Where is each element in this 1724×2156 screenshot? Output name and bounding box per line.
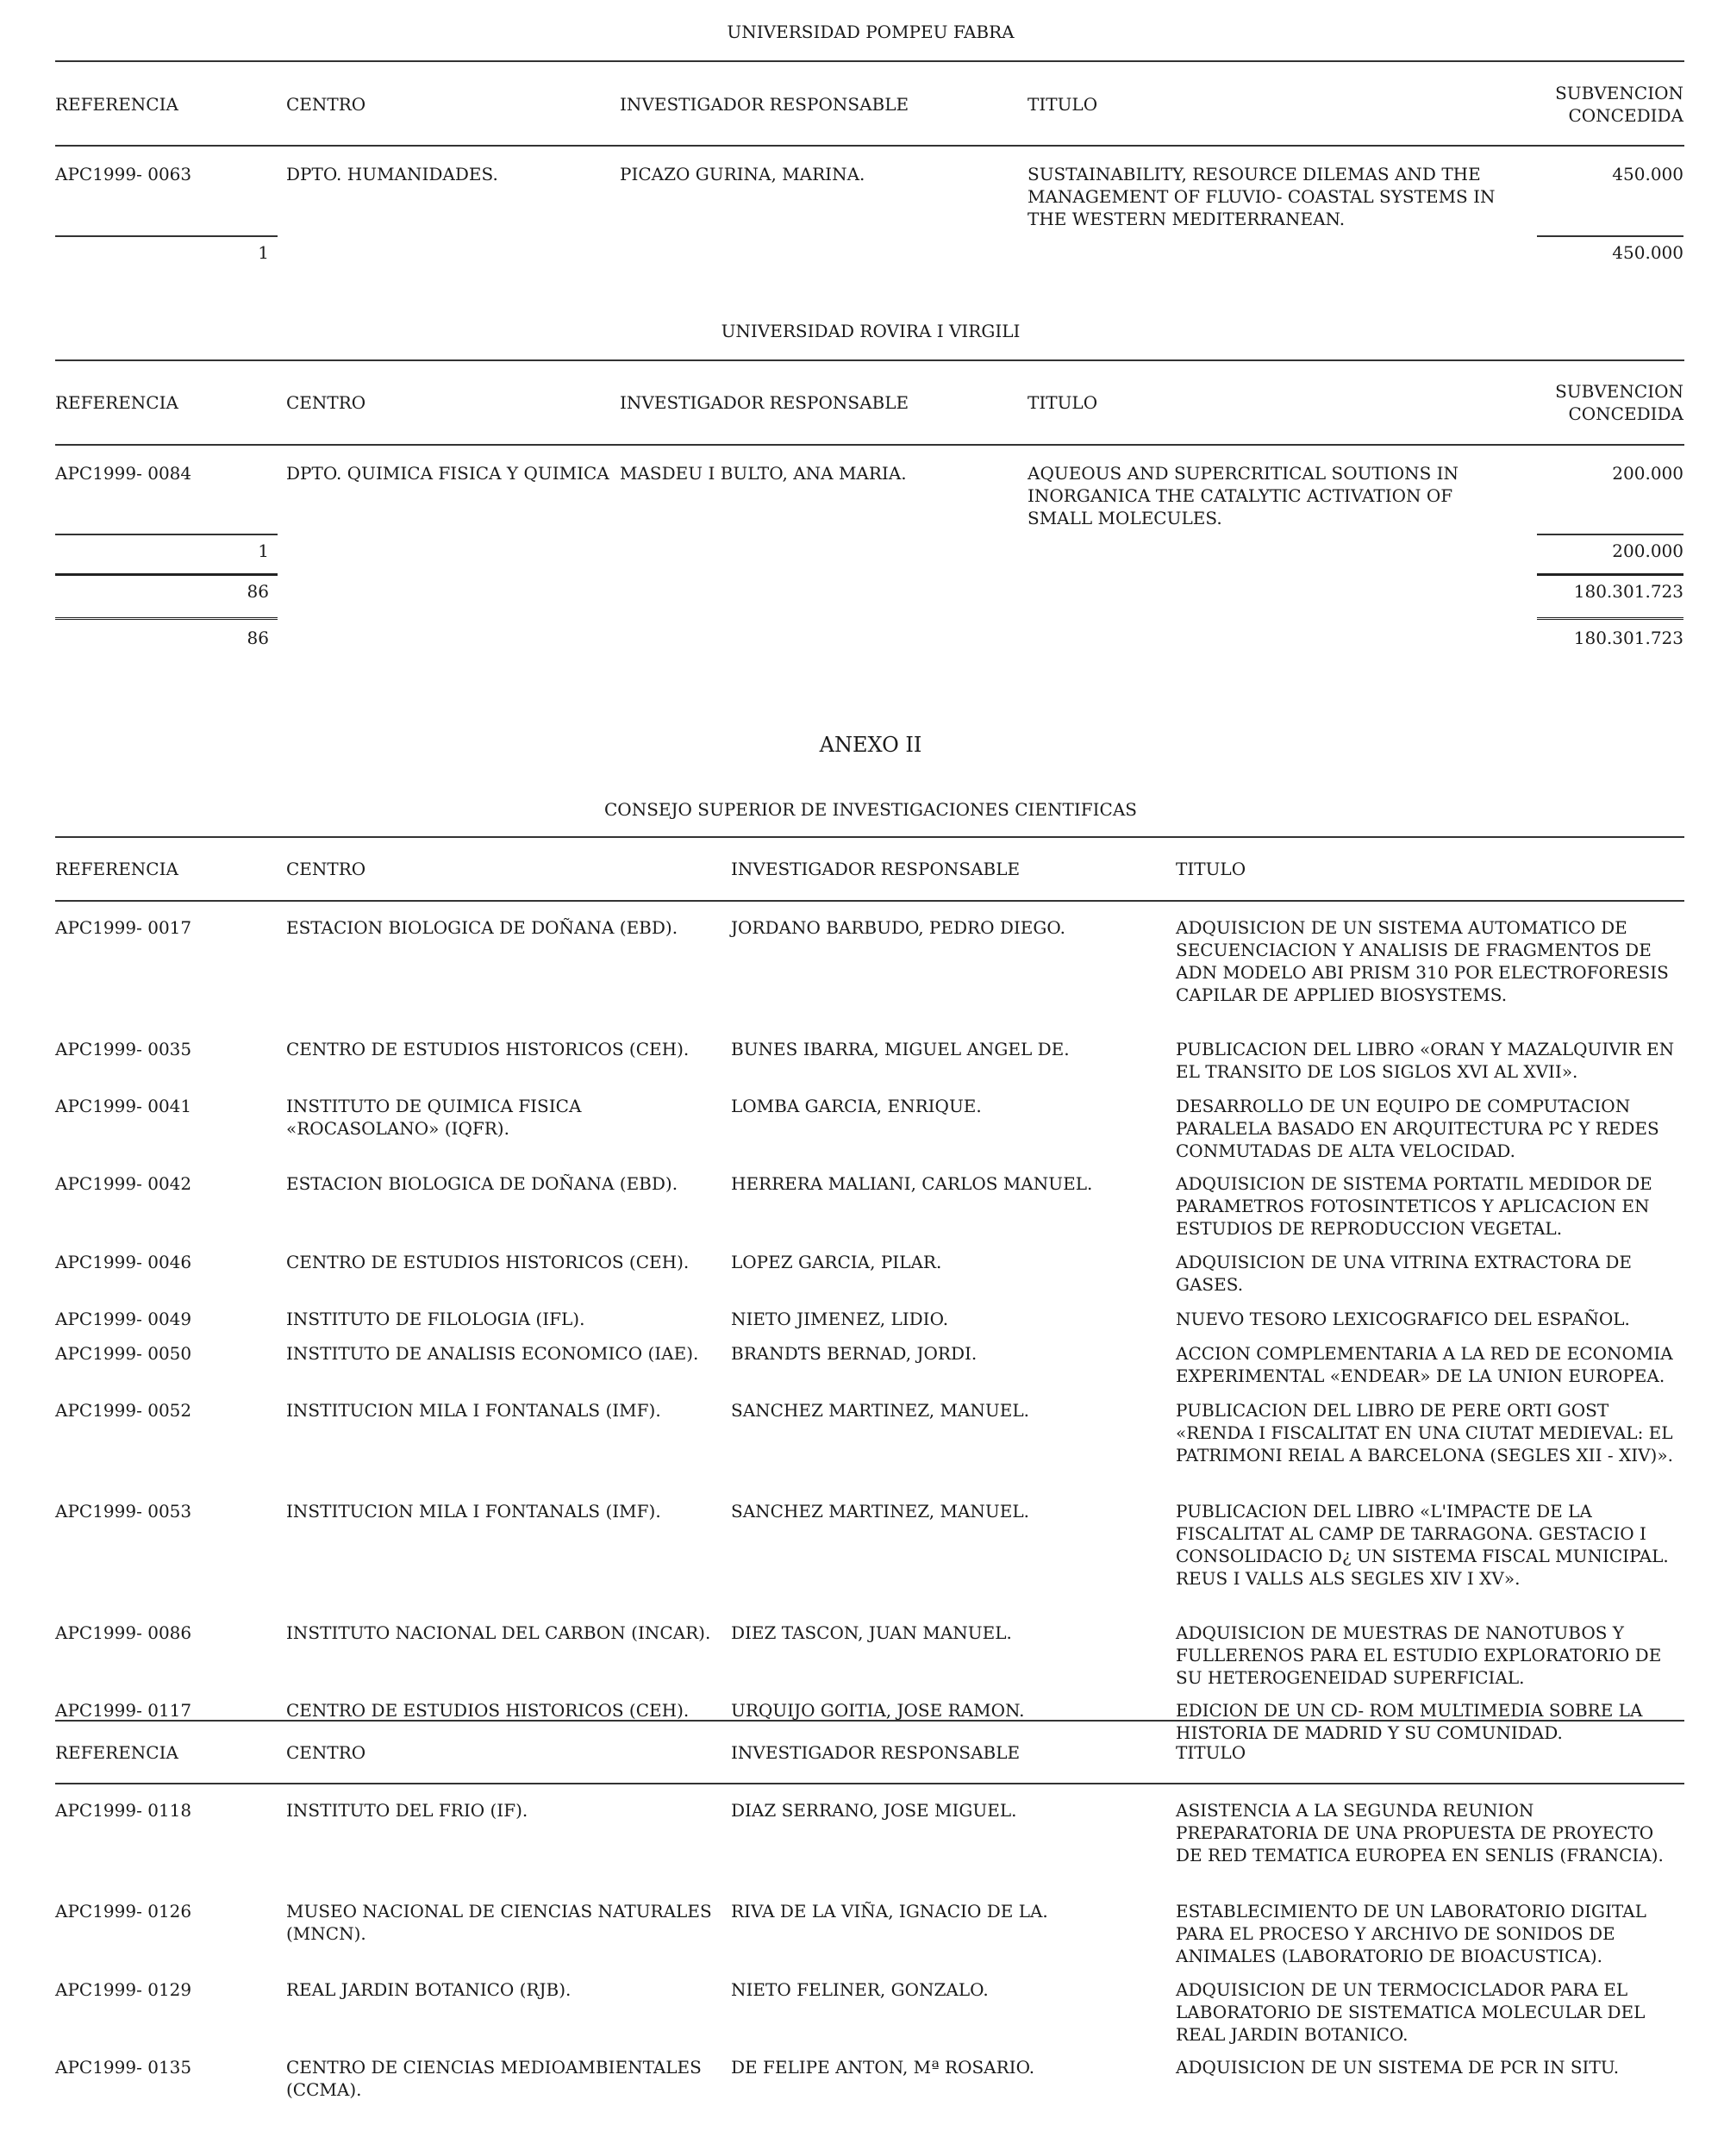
- header-investigador: INVESTIGADOR RESPONSABLE: [620, 392, 909, 413]
- cell-centro: ESTACION BIOLOGICA DE DOÑANA (EBD).: [286, 917, 678, 938]
- cell-investigador: LOPEZ GARCIA, PILAR.: [731, 1252, 942, 1272]
- cell-referencia: APC1999- 0117: [55, 1700, 192, 1721]
- cell-titulo: DESARROLLO DE UN EQUIPO DE COMPUTACION PARALELA BASADO EN ARQUITECTURA PC Y REDES CONMUTADAS DE ALTA VELOCIDAD.: [1176, 1096, 1659, 1161]
- header-titulo: TITULO: [1176, 859, 1246, 879]
- cell-referencia: APC1999- 0084: [55, 463, 192, 484]
- cell-referencia: APC1999- 0052: [55, 1400, 192, 1421]
- cell-centro: DPTO. QUIMICA FISICA Y QUIMICA: [286, 463, 609, 484]
- header-referencia: REFERENCIA: [55, 859, 178, 879]
- total-urv: 200.000: [1612, 541, 1683, 561]
- header-referencia: REFERENCIA: [55, 392, 178, 413]
- cell-investigador: SANCHEZ MARTINEZ, MANUEL.: [731, 1400, 1029, 1421]
- cell-centro: CENTRO DE ESTUDIOS HISTORICOS (CEH).: [286, 1700, 690, 1721]
- cell-centro: INSTITUCION MILA I FONTANALS (IMF).: [286, 1501, 661, 1522]
- cell-investigador: BRANDTS BERNAD, JORDI.: [731, 1343, 978, 1364]
- cell-importe: 450.000: [1612, 164, 1683, 184]
- cell-referencia: APC1999- 0041: [55, 1096, 192, 1116]
- cell-titulo: PUBLICACION DEL LIBRO DE PERE ORTI GOST «RENDA I FISCALITAT EN UNA CIUTAT MEDIEVAL: EL PATRIMONI REIAL A BARCELONA (SEGLES XII - XIV)».: [1176, 1400, 1673, 1465]
- total-upf: 450.000: [1612, 242, 1683, 263]
- subtotal-rule-right: [1537, 534, 1683, 535]
- header-centro: CENTRO: [286, 392, 366, 413]
- cell-titulo: PUBLICACION DEL LIBRO «ORAN Y MAZALQUIVIR EN EL TRANSITO DE LOS SIGLOS XVI AL XVII».: [1176, 1039, 1675, 1082]
- cell-titulo: AQUEOUS AND SUPERCRITICAL SOUTIONS IN INORGANICA THE CATALYTIC ACTIVATION OF SMALL MOLECULES.: [1028, 463, 1459, 528]
- cell-titulo: ASISTENCIA A LA SEGUNDA REUNION PREPARATORIA DE UNA PROPUESTA DE PROYECTO DE RED TEMATICA EUROPEA EN SENLIS (FRANCIA).: [1176, 1800, 1664, 1865]
- cell-titulo: ADQUISICION DE MUESTRAS DE NANOTUBOS Y FULLERENOS PARA EL ESTUDIO EXPLORATORIO DE SU HETEROGENEIDAD SUPERFICIAL.: [1176, 1622, 1662, 1688]
- divider: [55, 60, 1684, 62]
- cell-referencia: APC1999- 0035: [55, 1039, 192, 1059]
- grand-total-rule-right: [1537, 617, 1683, 623]
- cell-referencia: APC1999- 0046: [55, 1252, 192, 1272]
- cell-referencia: APC1999- 0135: [55, 2057, 192, 2078]
- header-referencia: REFERENCIA: [55, 1742, 178, 1763]
- cell-titulo: ADQUISICION DE UN SISTEMA DE PCR IN SITU.: [1176, 2057, 1620, 2078]
- cell-investigador: HERRERA MALIANI, CARLOS MANUEL.: [731, 1173, 1093, 1194]
- divider: [55, 1783, 1684, 1784]
- cell-investigador: DIAZ SERRANO, JOSE MIGUEL.: [731, 1800, 1017, 1821]
- grand-total-rule-left: [55, 617, 278, 623]
- cell-investigador: PICAZO GURINA, MARINA.: [620, 164, 865, 184]
- subtotal-amount: 180.301.723: [1573, 581, 1683, 602]
- cell-referencia: APC1999- 0129: [55, 1979, 192, 2000]
- section-heading-urv: UNIVERSIDAD ROVIRA I VIRGILI: [721, 321, 1021, 341]
- cell-investigador: URQUIJO GOITIA, JOSE RAMON.: [731, 1700, 1025, 1721]
- header-investigador: INVESTIGADOR RESPONSABLE: [731, 859, 1021, 879]
- cell-centro: INSTITUTO DEL FRIO (IF).: [286, 1800, 528, 1821]
- total-rule-right: [1537, 573, 1683, 576]
- annex-title: ANEXO II: [819, 733, 922, 757]
- cell-investigador: SANCHEZ MARTINEZ, MANUEL.: [731, 1501, 1029, 1522]
- cell-titulo: ADQUISICION DE SISTEMA PORTATIL MEDIDOR DE PARAMETROS FOTOSINTETICOS Y APLICACION EN ESTUDIOS DE REPRODUCCION VEGETAL.: [1176, 1173, 1652, 1239]
- divider: [55, 1720, 1684, 1722]
- cell-referencia: APC1999- 0049: [55, 1309, 192, 1329]
- count-urv: 1: [258, 541, 269, 561]
- header-titulo: TITULO: [1028, 392, 1098, 413]
- cell-referencia: APC1999- 0050: [55, 1343, 192, 1364]
- header-titulo: TITULO: [1028, 94, 1098, 115]
- cell-centro: DPTO. HUMANIDADES.: [286, 164, 498, 184]
- cell-centro: CENTRO DE ESTUDIOS HISTORICOS (CEH).: [286, 1252, 690, 1272]
- count-upf: 1: [258, 242, 269, 263]
- cell-investigador: MASDEU I BULTO, ANA MARIA.: [620, 463, 907, 484]
- subtotal-rule-right: [1537, 235, 1683, 237]
- cell-centro: INSTITUTO DE ANALISIS ECONOMICO (IAE).: [286, 1343, 699, 1364]
- cell-titulo: PUBLICACION DEL LIBRO «L'IMPACTE DE LA FISCALITAT AL CAMP DE TARRAGONA. GESTACIO I CONSOLIDACIO D¿ UN SISTEMA FISCAL MUNICIPAL. REUS I VALLS ALS SEGLES XIV I XV».: [1176, 1501, 1669, 1589]
- cell-investigador: BUNES IBARRA, MIGUEL ANGEL DE.: [731, 1039, 1070, 1059]
- divider: [55, 444, 1684, 446]
- header-investigador: INVESTIGADOR RESPONSABLE: [731, 1742, 1021, 1763]
- cell-referencia: APC1999- 0086: [55, 1622, 192, 1643]
- cell-investigador: DIEZ TASCON, JUAN MANUEL.: [731, 1622, 1012, 1643]
- divider: [55, 900, 1684, 902]
- cell-referencia: APC1999- 0017: [55, 917, 192, 938]
- header-investigador: INVESTIGADOR RESPONSABLE: [620, 94, 909, 115]
- cell-referencia: APC1999- 0063: [55, 164, 192, 184]
- cell-centro: INSTITUTO DE FILOLOGIA (IFL).: [286, 1309, 585, 1329]
- header-centro: CENTRO: [286, 94, 366, 115]
- cell-importe: 200.000: [1612, 463, 1683, 484]
- subtotal-count: 86: [247, 581, 269, 602]
- header-subvencion: SUBVENCION CONCEDIDA: [1555, 381, 1683, 424]
- cell-investigador: NIETO FELINER, GONZALO.: [731, 1979, 989, 2000]
- cell-centro: CENTRO DE CIENCIAS MEDIOAMBIENTALES (CCMA).: [286, 2057, 702, 2100]
- cell-investigador: NIETO JIMENEZ, LIDIO.: [731, 1309, 949, 1329]
- cell-centro: INSTITUCION MILA I FONTANALS (IMF).: [286, 1400, 661, 1421]
- cell-referencia: APC1999- 0042: [55, 1173, 192, 1194]
- cell-investigador: JORDANO BARBUDO, PEDRO DIEGO.: [731, 917, 1065, 938]
- cell-investigador: DE FELIPE ANTON, Mª ROSARIO.: [731, 2057, 1035, 2078]
- divider: [55, 145, 1684, 147]
- subtotal-rule-left: [55, 235, 278, 237]
- cell-titulo: SUSTAINABILITY, RESOURCE DILEMAS AND THE MANAGEMENT OF FLUVIO- COASTAL SYSTEMS IN THE WESTERN MEDITERRANEAN.: [1028, 164, 1496, 229]
- cell-investigador: LOMBA GARCIA, ENRIQUE.: [731, 1096, 982, 1116]
- cell-titulo: ACCION COMPLEMENTARIA A LA RED DE ECONOMIA EXPERIMENTAL «ENDEAR» DE LA UNION EUROPEA.: [1176, 1343, 1673, 1386]
- cell-investigador: RIVA DE LA VIÑA, IGNACIO DE LA.: [731, 1901, 1048, 1922]
- cell-titulo: ADQUISICION DE UN TERMOCICLADOR PARA EL LABORATORIO DE SISTEMATICA MOLECULAR DEL REAL JARDIN BOTANICO.: [1176, 1979, 1646, 2045]
- cell-centro: CENTRO DE ESTUDIOS HISTORICOS (CEH).: [286, 1039, 690, 1059]
- cell-titulo: EDICION DE UN CD- ROM MULTIMEDIA SOBRE LA HISTORIA DE MADRID Y SU COMUNIDAD.: [1176, 1700, 1643, 1743]
- grand-total-count: 86: [247, 628, 269, 648]
- section-heading-upf: UNIVERSIDAD POMPEU FABRA: [727, 22, 1015, 42]
- cell-centro: INSTITUTO NACIONAL DEL CARBON (INCAR).: [286, 1622, 711, 1643]
- cell-referencia: APC1999- 0053: [55, 1501, 192, 1522]
- divider: [55, 836, 1684, 838]
- cell-titulo: ADQUISICION DE UNA VITRINA EXTRACTORA DE GASES.: [1176, 1252, 1632, 1295]
- section-heading-csic: CONSEJO SUPERIOR DE INVESTIGACIONES CIENTIFICAS: [604, 799, 1137, 820]
- header-centro: CENTRO: [286, 1742, 366, 1763]
- header-centro: CENTRO: [286, 859, 366, 879]
- cell-titulo: NUEVO TESORO LEXICOGRAFICO DEL ESPAÑOL.: [1176, 1309, 1630, 1329]
- cell-titulo: ESTABLECIMIENTO DE UN LABORATORIO DIGITAL PARA EL PROCESO Y ARCHIVO DE SONIDOS DE ANIMALES (LABORATORIO DE BIOACUSTICA).: [1176, 1901, 1646, 1966]
- subtotal-rule-left: [55, 534, 278, 535]
- header-referencia: REFERENCIA: [55, 94, 178, 115]
- cell-centro: ESTACION BIOLOGICA DE DOÑANA (EBD).: [286, 1173, 678, 1194]
- cell-referencia: APC1999- 0118: [55, 1800, 192, 1821]
- cell-referencia: APC1999- 0126: [55, 1901, 192, 1922]
- header-titulo: TITULO: [1176, 1742, 1246, 1763]
- cell-centro: MUSEO NACIONAL DE CIENCIAS NATURALES (MNCN).: [286, 1901, 712, 1944]
- cell-titulo: ADQUISICION DE UN SISTEMA AUTOMATICO DE SECUENCIACION Y ANALISIS DE FRAGMENTOS DE ADN MODELO ABI PRISM 310 POR ELECTROFORESIS CAPILAR DE APPLIED BIOSYSTEMS.: [1176, 917, 1669, 1005]
- grand-total-amount: 180.301.723: [1573, 628, 1683, 648]
- cell-centro: REAL JARDIN BOTANICO (RJB).: [286, 1979, 572, 2000]
- header-subvencion: SUBVENCION CONCEDIDA: [1555, 83, 1683, 126]
- cell-centro: INSTITUTO DE QUIMICA FISICA «ROCASOLANO» (IQFR).: [286, 1096, 582, 1139]
- total-rule-left: [55, 573, 278, 576]
- divider: [55, 359, 1684, 361]
